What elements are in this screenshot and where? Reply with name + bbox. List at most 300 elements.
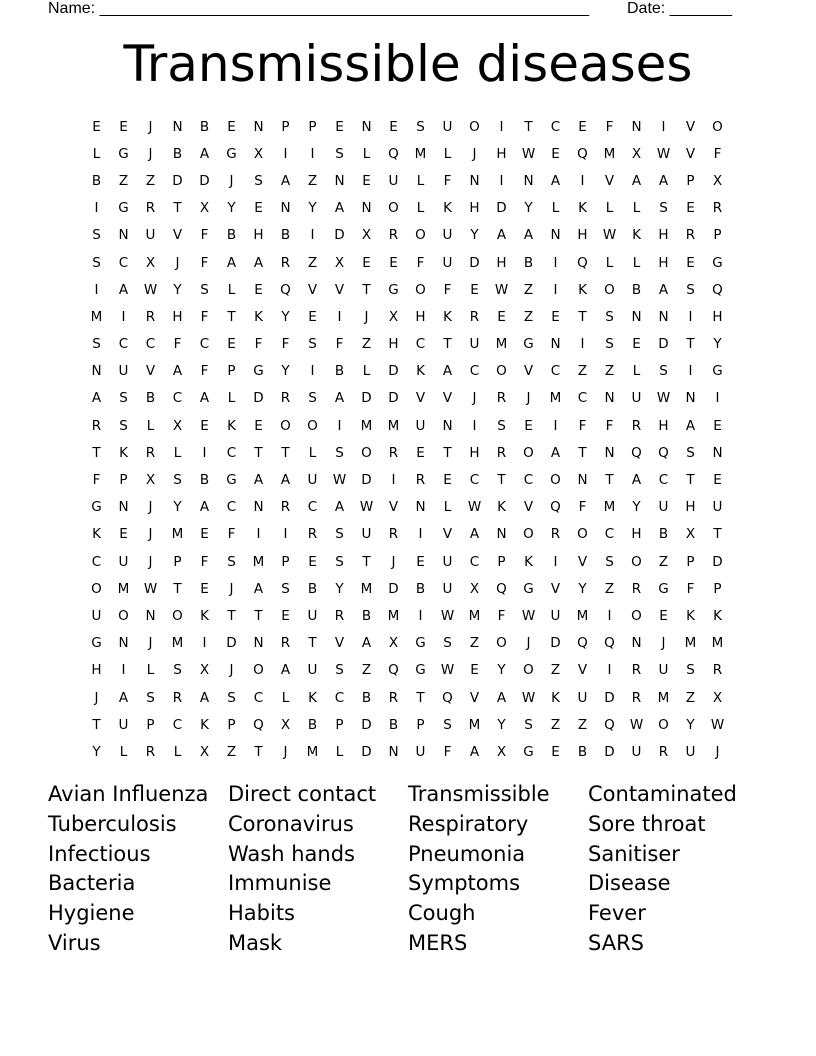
- grid-letter: Z: [361, 336, 372, 353]
- grid-letter: Y: [578, 580, 587, 597]
- grid-letter: L: [605, 200, 614, 217]
- grid-letter: T: [578, 308, 587, 325]
- grid-letter: M: [90, 308, 103, 325]
- grid-letter: U: [118, 363, 129, 380]
- grid-letter: N: [361, 118, 372, 135]
- grid-letter: F: [335, 336, 344, 353]
- grid-letter: S: [335, 526, 344, 543]
- grid-letter: D: [361, 390, 372, 407]
- grid-letter: E: [389, 118, 398, 135]
- grid-letter: C: [550, 118, 561, 135]
- grid-letter: U: [91, 607, 102, 624]
- grid-letter: U: [631, 390, 642, 407]
- grid-letter: T: [497, 472, 506, 489]
- grid-letter: M: [711, 635, 724, 652]
- grid-letter: W: [440, 662, 455, 679]
- word-list-item: Respiratory: [408, 811, 529, 836]
- grid-letter: I: [607, 607, 612, 624]
- grid-letter: C: [469, 553, 480, 570]
- grid-letter: E: [308, 553, 317, 570]
- grid-letter: E: [470, 281, 479, 298]
- grid-letter: R: [712, 200, 723, 217]
- grid-letter: A: [280, 472, 291, 489]
- grid-letter: D: [388, 390, 399, 407]
- grid-letter: M: [387, 417, 400, 434]
- grid-letter: A: [469, 526, 480, 543]
- grid-letter: U: [307, 662, 318, 679]
- grid-letter: Q: [577, 635, 588, 652]
- grid-letter: F: [605, 118, 614, 135]
- grid-letter: S: [335, 145, 344, 162]
- grid-letter: G: [415, 635, 426, 652]
- grid-letter: O: [604, 281, 615, 298]
- grid-letter: H: [415, 308, 426, 325]
- grid-letter: S: [119, 390, 128, 407]
- grid-letter: S: [497, 417, 506, 434]
- grid-letter: N: [361, 200, 372, 217]
- grid-letter: T: [308, 635, 317, 652]
- grid-letter: S: [173, 472, 182, 489]
- grid-letter: T: [416, 689, 425, 706]
- grid-letter: G: [91, 499, 102, 516]
- grid-letter: T: [524, 118, 533, 135]
- grid-letter: P: [335, 716, 344, 733]
- grid-letter: Q: [631, 444, 642, 461]
- grid-letter: X: [145, 254, 156, 271]
- grid-letter: D: [361, 472, 372, 489]
- grid-letter: R: [388, 444, 399, 461]
- grid-letter: E: [551, 308, 560, 325]
- grid-letter: E: [551, 743, 560, 760]
- grid-letter: A: [253, 254, 264, 271]
- grid-letter: I: [553, 553, 558, 570]
- grid-letter: H: [469, 200, 480, 217]
- grid-letter: Q: [577, 254, 588, 271]
- grid-letter: R: [280, 635, 291, 652]
- grid-letter: H: [496, 145, 507, 162]
- grid-letter: R: [631, 417, 642, 434]
- grid-letter: W: [656, 390, 671, 407]
- grid-letter: I: [256, 526, 261, 543]
- grid-letter: K: [632, 227, 641, 244]
- grid-letter: R: [685, 227, 696, 244]
- grid-letter: B: [307, 580, 318, 597]
- grid-letter: V: [415, 390, 426, 407]
- grid-letter: S: [308, 390, 317, 407]
- grid-letter: B: [361, 607, 372, 624]
- grid-letter: E: [524, 417, 533, 434]
- grid-letter: I: [580, 336, 585, 353]
- grid-letter: D: [388, 363, 399, 380]
- grid-letter: O: [280, 417, 291, 434]
- grid-letter: Y: [713, 336, 722, 353]
- grid-letter: V: [604, 172, 615, 189]
- grid-letter: N: [712, 444, 723, 461]
- grid-letter: D: [226, 635, 237, 652]
- grid-letter: O: [658, 716, 669, 733]
- grid-letter: F: [416, 254, 425, 271]
- grid-letter: E: [497, 308, 506, 325]
- grid-letter: C: [469, 363, 480, 380]
- grid-letter: A: [172, 363, 183, 380]
- grid-letter: A: [550, 172, 561, 189]
- grid-letter: Z: [307, 172, 318, 189]
- grid-letter: T: [92, 444, 101, 461]
- grid-letter: A: [658, 172, 669, 189]
- grid-letter: X: [712, 689, 723, 706]
- grid-letter: C: [415, 336, 426, 353]
- word-list-item: Tuberculosis: [48, 811, 177, 836]
- grid-letter: A: [361, 635, 372, 652]
- grid-letter: K: [416, 363, 425, 380]
- grid-letter: C: [550, 363, 561, 380]
- grid-letter: F: [200, 227, 209, 244]
- grid-letter: A: [199, 689, 210, 706]
- grid-letter: E: [227, 336, 236, 353]
- grid-letter: B: [199, 472, 210, 489]
- grid-letter: T: [173, 200, 182, 217]
- grid-letter: V: [334, 635, 345, 652]
- grid-letter: Q: [280, 281, 291, 298]
- grid-letter: L: [416, 172, 425, 189]
- grid-letter: E: [551, 145, 560, 162]
- grid-letter: Y: [173, 281, 182, 298]
- grid-letter: E: [119, 118, 128, 135]
- grid-letter: A: [118, 281, 129, 298]
- grid-letter: I: [472, 417, 477, 434]
- grid-letter: Z: [226, 743, 237, 760]
- grid-letter: M: [684, 635, 697, 652]
- grid-letter: S: [92, 336, 101, 353]
- grid-letter: Y: [632, 499, 641, 516]
- grid-letter: C: [604, 526, 615, 543]
- grid-letter: J: [229, 662, 234, 679]
- grid-letter: J: [661, 635, 666, 652]
- grid-letter: O: [91, 580, 102, 597]
- grid-letter: I: [580, 172, 585, 189]
- grid-letter: B: [577, 743, 588, 760]
- grid-letter: S: [443, 716, 452, 733]
- grid-letter: Z: [577, 716, 588, 733]
- grid-letter: H: [658, 417, 669, 434]
- grid-letter: Z: [361, 662, 372, 679]
- grid-letter: K: [254, 308, 263, 325]
- grid-letter: N: [118, 635, 129, 652]
- grid-letter: F: [173, 336, 182, 353]
- grid-letter: O: [577, 526, 588, 543]
- grid-letter: A: [280, 172, 291, 189]
- grid-letter: X: [199, 662, 210, 679]
- grid-letter: J: [148, 553, 153, 570]
- grid-letter: F: [281, 336, 290, 353]
- grid-letter: I: [202, 444, 207, 461]
- grid-letter: N: [577, 472, 588, 489]
- word-list: [48, 780, 768, 959]
- grid-letter: B: [415, 580, 426, 597]
- grid-letter: Y: [497, 662, 506, 679]
- grid-letter: J: [94, 689, 99, 706]
- grid-letter: G: [712, 363, 723, 380]
- grid-letter: V: [685, 145, 696, 162]
- grid-letter: R: [91, 417, 102, 434]
- grid-letter: W: [143, 580, 158, 597]
- grid-letter: U: [658, 499, 669, 516]
- word-list-item: Sanitiser: [588, 841, 680, 866]
- grid-letter: S: [605, 553, 614, 570]
- grid-letter: P: [308, 118, 317, 135]
- grid-letter: R: [631, 689, 642, 706]
- grid-letter: G: [118, 145, 129, 162]
- grid-letter: Y: [92, 743, 101, 760]
- grid-letter: Q: [496, 580, 507, 597]
- grid-letter: R: [496, 444, 507, 461]
- grid-letter: A: [496, 227, 507, 244]
- grid-letter: Q: [712, 281, 723, 298]
- grid-letter: R: [172, 689, 183, 706]
- grid-letter: D: [550, 635, 561, 652]
- grid-letter: Z: [145, 172, 156, 189]
- word-list-item: Transmissible: [408, 782, 550, 806]
- grid-letter: B: [172, 145, 183, 162]
- grid-letter: O: [631, 607, 642, 624]
- grid-letter: X: [388, 635, 399, 652]
- grid-letter: E: [92, 118, 101, 135]
- grid-letter: R: [388, 227, 399, 244]
- grid-letter: K: [578, 281, 587, 298]
- grid-letter: K: [713, 607, 722, 624]
- grid-letter: A: [253, 580, 264, 597]
- grid-letter: U: [415, 417, 426, 434]
- grid-letter: P: [119, 472, 128, 489]
- grid-letter: W: [440, 607, 455, 624]
- grid-letter: R: [631, 662, 642, 679]
- grid-letter: G: [523, 743, 534, 760]
- grid-letter: H: [658, 254, 669, 271]
- grid-letter: Q: [604, 635, 615, 652]
- grid-letter: A: [685, 417, 696, 434]
- grid-letter: A: [253, 472, 264, 489]
- grid-letter: I: [283, 145, 288, 162]
- word-list-item: SARS: [588, 930, 645, 955]
- grid-letter: P: [173, 553, 182, 570]
- grid-letter: M: [306, 743, 319, 760]
- grid-letter: Q: [388, 145, 399, 162]
- grid-letter: O: [523, 444, 534, 461]
- grid-letter: H: [577, 227, 588, 244]
- grid-letter: E: [335, 118, 344, 135]
- grid-letter: R: [550, 526, 561, 543]
- grid-letter: C: [91, 553, 102, 570]
- grid-letter: M: [360, 580, 373, 597]
- grid-letter: U: [577, 689, 588, 706]
- grid-letter: R: [658, 743, 669, 760]
- grid-letter: H: [685, 499, 696, 516]
- grid-letter: C: [172, 716, 183, 733]
- grid-letter: D: [712, 553, 723, 570]
- grid-letter: U: [631, 743, 642, 760]
- grid-letter: C: [253, 689, 264, 706]
- grid-letter: G: [226, 145, 237, 162]
- word-list-item: Cough: [408, 901, 476, 926]
- grid-letter: E: [362, 172, 371, 189]
- grid-letter: U: [550, 607, 561, 624]
- grid-letter: V: [523, 363, 534, 380]
- grid-letter: L: [173, 444, 182, 461]
- grid-letter: T: [227, 607, 236, 624]
- grid-letter: O: [388, 200, 399, 217]
- word-list-item: Direct contact: [228, 782, 377, 806]
- grid-letter: N: [172, 118, 183, 135]
- grid-letter: E: [200, 526, 209, 543]
- word-list-item: Avian Influenza: [48, 782, 209, 806]
- grid-letter: D: [334, 227, 345, 244]
- grid-letter: W: [359, 499, 374, 516]
- grid-letter: V: [388, 499, 399, 516]
- grid-letter: N: [118, 227, 129, 244]
- grid-letter: L: [308, 444, 317, 461]
- grid-letter: X: [145, 472, 156, 489]
- word-list-item: Mask: [228, 930, 283, 955]
- grid-letter: A: [631, 472, 642, 489]
- grid-letter: Z: [577, 363, 588, 380]
- grid-letter: U: [712, 499, 723, 516]
- grid-letter: Y: [227, 200, 236, 217]
- grid-letter: A: [334, 200, 345, 217]
- grid-letter: M: [171, 526, 184, 543]
- grid-letter: O: [253, 662, 264, 679]
- grid-letter: N: [631, 118, 642, 135]
- grid-letter: U: [469, 336, 480, 353]
- grid-letter: U: [442, 254, 453, 271]
- grid-letter: F: [443, 281, 452, 298]
- grid-letter: T: [254, 607, 263, 624]
- grid-letter: L: [92, 145, 101, 162]
- grid-letter: P: [281, 553, 290, 570]
- grid-letter: F: [713, 145, 722, 162]
- grid-letter: G: [523, 580, 534, 597]
- grid-letter: H: [172, 308, 183, 325]
- grid-letter: R: [388, 526, 399, 543]
- grid-letter: O: [523, 662, 534, 679]
- grid-letter: T: [443, 444, 452, 461]
- grid-letter: A: [334, 499, 345, 516]
- grid-letter: I: [310, 363, 315, 380]
- word-list-item: Pneumonia: [408, 841, 526, 866]
- grid-letter: X: [253, 145, 264, 162]
- grid-letter: L: [146, 662, 155, 679]
- grid-letter: D: [361, 743, 372, 760]
- grid-letter: E: [632, 336, 641, 353]
- grid-letter: X: [631, 145, 642, 162]
- grid-letter: E: [443, 472, 452, 489]
- grid-letter: K: [497, 499, 506, 516]
- grid-letter: I: [337, 417, 342, 434]
- grid-letter: C: [469, 472, 480, 489]
- grid-letter: T: [362, 281, 371, 298]
- grid-letter: U: [118, 553, 129, 570]
- word-list-item: Immunise: [228, 871, 332, 896]
- grid-letter: D: [604, 743, 615, 760]
- grid-letter: Y: [308, 200, 317, 217]
- grid-letter: O: [523, 526, 534, 543]
- grid-letter: A: [199, 390, 210, 407]
- grid-letter: S: [281, 580, 290, 597]
- grid-letter: J: [148, 145, 153, 162]
- grid-letter: Q: [658, 444, 669, 461]
- grid-letter: V: [334, 281, 345, 298]
- grid-letter: Y: [524, 200, 533, 217]
- grid-letter: J: [391, 553, 396, 570]
- word-list-item: Virus: [48, 930, 101, 955]
- grid-letter: G: [253, 363, 264, 380]
- grid-letter: L: [632, 254, 641, 271]
- grid-letter: C: [199, 336, 210, 353]
- grid-letter: U: [442, 227, 453, 244]
- grid-letter: O: [469, 118, 480, 135]
- grid-letter: Y: [335, 580, 344, 597]
- grid-letter: C: [307, 499, 318, 516]
- grid-letter: H: [469, 444, 480, 461]
- grid-letter: M: [495, 336, 508, 353]
- grid-letter: C: [577, 390, 588, 407]
- date-field: Date: _______: [627, 0, 732, 17]
- word-list-item: Bacteria: [48, 871, 136, 896]
- grid-letter: J: [472, 390, 477, 407]
- grid-letter: M: [252, 553, 265, 570]
- grid-letter: N: [469, 172, 480, 189]
- grid-letter: U: [361, 526, 372, 543]
- grid-letter: T: [92, 716, 101, 733]
- grid-letter: I: [499, 172, 504, 189]
- grid-letter: T: [443, 336, 452, 353]
- grid-letter: J: [229, 580, 234, 597]
- grid-letter: C: [334, 689, 345, 706]
- grid-letter: F: [686, 580, 695, 597]
- grid-letter: M: [549, 390, 562, 407]
- grid-letter: V: [442, 390, 453, 407]
- grid-letter: M: [468, 716, 481, 733]
- grid-letter: L: [173, 743, 182, 760]
- grid-letter: S: [605, 336, 614, 353]
- grid-letter: C: [118, 254, 129, 271]
- grid-letter: K: [443, 308, 452, 325]
- grid-letter: E: [470, 662, 479, 679]
- grid-letter: R: [631, 580, 642, 597]
- grid-letter: V: [550, 580, 561, 597]
- grid-letter: E: [254, 417, 263, 434]
- grid-letter: S: [443, 635, 452, 652]
- grid-letter: R: [415, 472, 426, 489]
- grid-letter: A: [550, 444, 561, 461]
- grid-letter: F: [200, 363, 209, 380]
- grid-letter: V: [442, 526, 453, 543]
- grid-letter: A: [199, 145, 210, 162]
- grid-letter: Q: [442, 689, 453, 706]
- grid-letter: P: [497, 553, 506, 570]
- grid-letter: M: [414, 145, 427, 162]
- grid-letter: A: [631, 172, 642, 189]
- grid-letter: B: [199, 118, 210, 135]
- grid-letter: L: [362, 145, 371, 162]
- grid-letter: R: [280, 499, 291, 516]
- grid-letter: E: [389, 254, 398, 271]
- grid-letter: U: [307, 472, 318, 489]
- grid-letter: I: [553, 254, 558, 271]
- grid-letter: G: [388, 281, 399, 298]
- grid-letter: E: [308, 308, 317, 325]
- grid-letter: A: [334, 390, 345, 407]
- grid-letter: W: [521, 689, 536, 706]
